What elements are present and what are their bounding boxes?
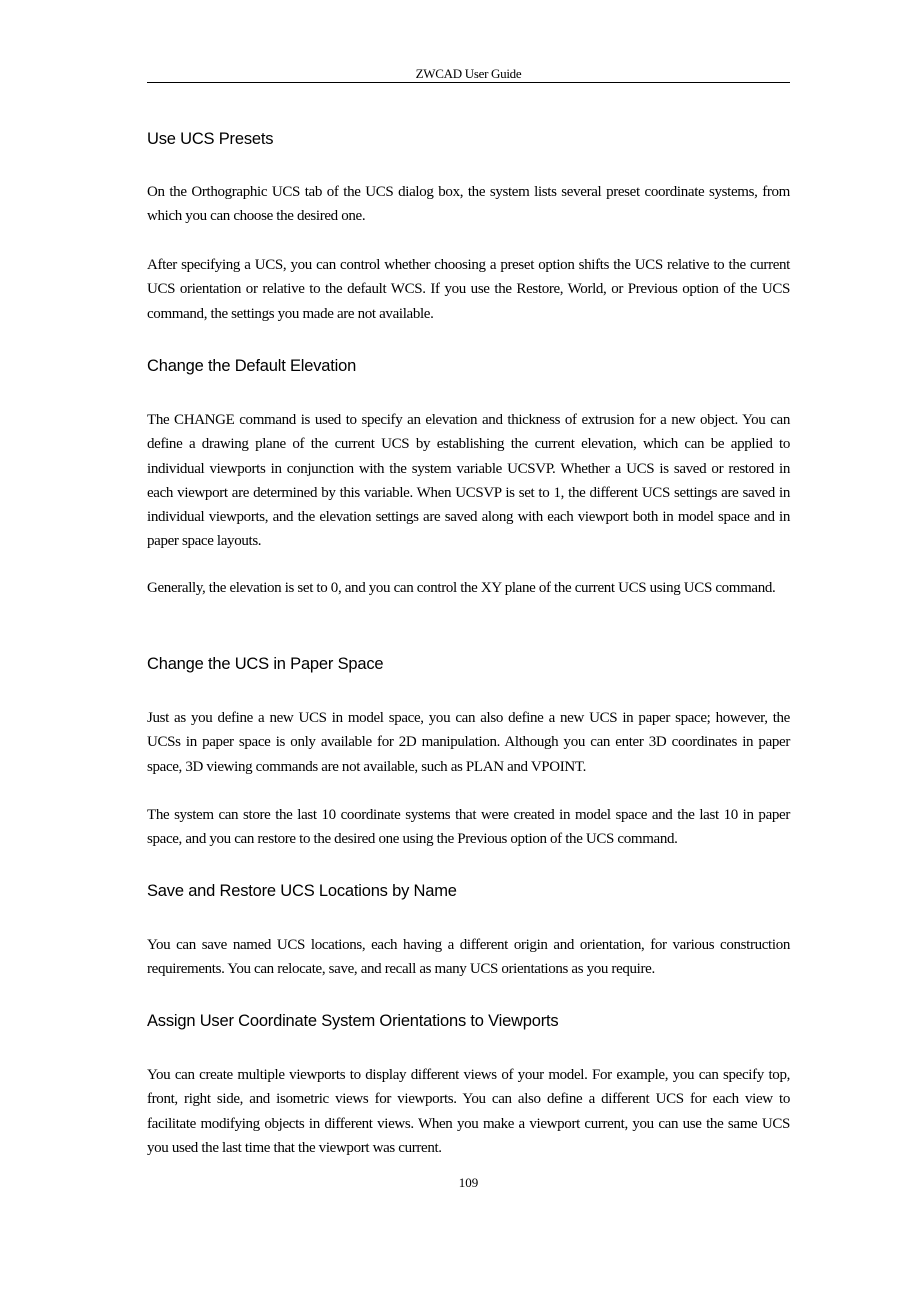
section-heading: Change the UCS in Paper Space	[147, 655, 384, 673]
paragraph: You can save named UCS locations, each having a different origin and orientation, for various construction requirements. You can relocate, save, and recall as many UCS orientations as you require.	[147, 937, 790, 978]
section-heading: Use UCS Presets	[147, 130, 274, 148]
paragraph: Just as you define a new UCS in model space, you can also define a new UCS in paper space; however, the UCSs in paper space is only available for 2D manipulation. Although you can enter 3D coordinates in paper space, 3D viewing commands are not available, such as PLAN and VPOINT.	[147, 710, 790, 775]
paragraph: After specifying a UCS, you can control whether choosing a preset option shifts the UCS relative to the current UCS orientation or relative to the default WCS. If you use the Restore, World, or Previous option of the UCS command, the settings you made are not available.	[147, 257, 790, 322]
paragraph: Generally, the elevation is set to 0, and you can control the XY plane of the current UCS using UCS command.	[147, 580, 776, 596]
paragraph: On the Orthographic UCS tab of the UCS dialog box, the system lists several preset coordinate systems, from which you can choose the desired one.	[147, 184, 790, 225]
section-heading: Assign User Coordinate System Orientations to Viewports	[147, 1012, 559, 1030]
header-rule	[147, 82, 790, 83]
paragraph: You can create multiple viewports to display different views of your model. For example, you can specify top, front, right side, and isometric views for viewports. You can also define a different UCS for each view to facilitate modifying objects in different views. When you make a viewport current, you can use the same UCS you used the last time that the viewport was current.	[147, 1067, 790, 1156]
section-heading: Save and Restore UCS Locations by Name	[147, 882, 457, 900]
section-heading: Change the Default Elevation	[147, 357, 357, 375]
page-number: 109	[458, 1175, 479, 1190]
running-header: ZWCAD User Guide	[415, 66, 522, 81]
paragraph: The CHANGE command is used to specify an elevation and thickness of extrusion for a new object. You can define a drawing plane of the current UCS by establishing the current elevation, which can be applied to individual viewports in conjunction with the system variable UCSVP. Whether a UCS is saved or restored in each viewport are determined by this variable. When UCSVP is set to 1, the different UCS settings are saved in individual viewports, and the elevation settings are saved along with each viewport both in model space and in paper space layouts.	[147, 412, 790, 550]
paragraph: The system can store the last 10 coordinate systems that were created in model space and the last 10 in paper space, and you can restore to the desired one using the Previous option of the UCS command.	[147, 807, 790, 848]
